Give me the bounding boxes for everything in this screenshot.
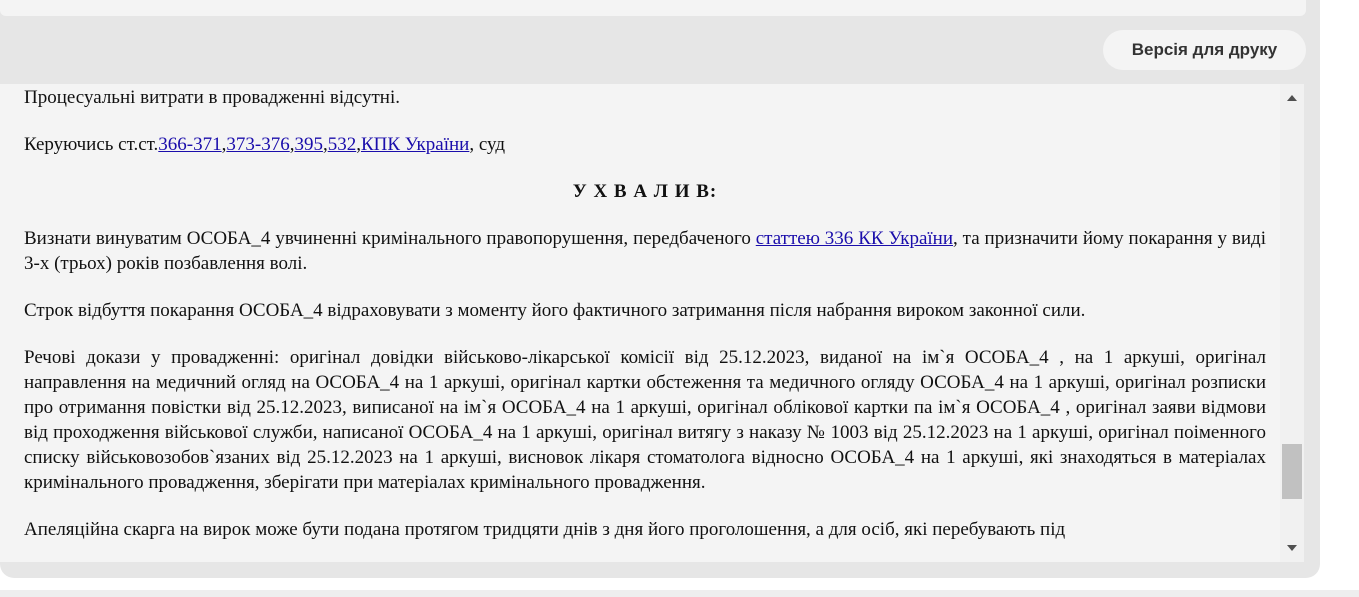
paragraph-verdict (24, 226, 1266, 276)
link-article-532[interactable]: 532 (327, 134, 357, 155)
top-strip (0, 0, 1306, 16)
scroll-down-arrow-icon[interactable] (1280, 538, 1304, 558)
document-scrollbar[interactable] (1280, 84, 1304, 562)
link-articles-366-371[interactable]: 366-371 (158, 134, 222, 155)
paragraph-evidence: Речові докази у провадженні: оригінал довідки військово-лікарської комісії від 25.12.2023, виданої на ім`я ОСОБА_4 , на 1 аркуші, оригінал направлення на медичний огляд на ОСОБА_4 на 1 аркуші, оригінал картки обстеження та медичного огляду ОСОБА_4 на 1 аркуші, оригінал розписки про отримання повістки від 25.12.2023, виписаної на ім`я ОСОБА_4 на 1 аркуші, оригінал облікової картки па ім`я ОСОБА_4 , оригінал заяви відмови від проходження військової служби, написаної ОСОБА_4 на 1 аркуші, оригінал витягу з наказу № 1003 від 25.12.2023 на 1 аркуші, оригінал поіменного списку військовозобов`язаних від 25.12.2023 на 1 аркуші, висновок лікаря стоматолога відносно ОСОБА_4 на 1 аркуші, які знаходяться в матеріалах кримінального провадження, зберігати при матеріалах кримінального провадження. (24, 347, 1266, 493)
separator: , (221, 134, 227, 155)
document-viewer[interactable] (0, 84, 1304, 562)
paragraph-costs: Процесуальні витрати в провадженні відсутні. (24, 87, 400, 108)
link-article-336-kk[interactable]: статтею 336 КК України (755, 228, 954, 249)
scroll-up-arrow-icon[interactable] (1280, 88, 1304, 108)
link-article-395[interactable]: 395 (294, 134, 323, 155)
link-kpk-ukrainy[interactable]: КПК України (360, 134, 470, 155)
page-bottom-divider (0, 590, 1359, 597)
verdict-text-start: Визнати винуватим ОСОБА_4 увчиненні кримінального правопорушення, передбаченого (24, 228, 756, 249)
verdict-text-end: , та призначити йому покарання у виді 3-х (трьох) років позбавлення волі. (24, 228, 1266, 274)
link-articles-373-376[interactable]: 373-376 (226, 134, 290, 155)
paragraph-appeal: Апеляційна скарга на вирок може бути подана протягом тридцяти днів з дня його проголошення, а для осіб, які перебувають під (24, 519, 1066, 540)
paragraph-guided-by (24, 132, 1266, 157)
separator: , (289, 134, 295, 155)
scroll-thumb[interactable] (1282, 444, 1302, 499)
text-prefix: Керуючись ст.ст. (24, 134, 159, 155)
print-version-button[interactable]: Версія для друку (1103, 30, 1306, 70)
document-text (24, 84, 1266, 562)
text-suffix: , суд (469, 134, 505, 155)
separator: , (322, 134, 328, 155)
paragraph-sentence-term: Строк відбуття покарання ОСОБА_4 відраховувати з моменту його фактичного затримання після набрання вироком законної сили. (24, 300, 1086, 321)
ruling-heading: У Х В А Л И В: (572, 181, 718, 202)
separator: , (356, 134, 361, 155)
